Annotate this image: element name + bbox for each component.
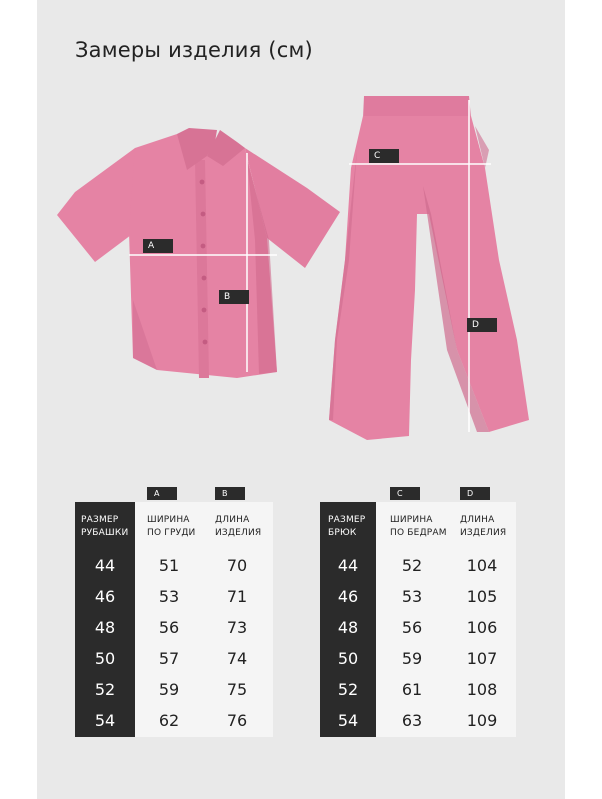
pants-image (329, 96, 529, 440)
header-size: РАЗМЕР БРЮК (328, 515, 366, 538)
shirt-image (57, 128, 340, 378)
size-cell: 50 (94, 649, 116, 668)
garment-illustration (37, 0, 565, 470)
tag-c-hip-width: C (369, 149, 399, 163)
size-cell: 46 (337, 587, 359, 606)
shirt-size-table (75, 487, 273, 737)
header-shirt-length: ДЛИНА ИЗДЕЛИЯ (215, 515, 262, 538)
header-chest-width: ШИРИНА ПО ГРУДИ (147, 515, 196, 538)
col-tag-c: C (390, 487, 420, 500)
chest-cell: 53 (158, 587, 180, 606)
size-cell: 52 (94, 680, 116, 699)
length-cell: 105 (466, 587, 498, 606)
length-cell: 104 (466, 556, 498, 575)
size-chart-panel (37, 0, 565, 799)
hip-cell: 52 (401, 556, 423, 575)
length-cell: 108 (466, 680, 498, 699)
hip-cell: 61 (401, 680, 423, 699)
size-cell: 48 (94, 618, 116, 637)
page-title: Замеры изделия (см) (75, 38, 313, 62)
col-tag-d: D (460, 487, 490, 500)
tag-b-shirt-length: B (219, 290, 249, 304)
length-cell: 74 (226, 649, 248, 668)
hip-cell: 53 (401, 587, 423, 606)
size-cell: 54 (94, 711, 116, 730)
chest-cell: 59 (158, 680, 180, 699)
size-cell: 44 (337, 556, 359, 575)
tag-d-pants-length: D (467, 318, 497, 332)
chest-cell: 56 (158, 618, 180, 637)
size-cell: 52 (337, 680, 359, 699)
col-tag-a: A (147, 487, 177, 500)
chest-cell: 51 (158, 556, 180, 575)
header-size: РАЗМЕР РУБАШКИ (81, 515, 129, 538)
size-cell: 44 (94, 556, 116, 575)
pants-size-table (320, 487, 520, 737)
chest-cell: 57 (158, 649, 180, 668)
length-cell: 109 (466, 711, 498, 730)
length-cell: 107 (466, 649, 498, 668)
length-cell: 106 (466, 618, 498, 637)
size-cell: 50 (337, 649, 359, 668)
size-cell: 54 (337, 711, 359, 730)
length-cell: 76 (226, 711, 248, 730)
length-cell: 73 (226, 618, 248, 637)
length-cell: 71 (226, 587, 248, 606)
tag-a-chest-width: A (143, 239, 173, 253)
size-cell: 46 (94, 587, 116, 606)
size-cell: 48 (337, 618, 359, 637)
chest-cell: 62 (158, 711, 180, 730)
col-tag-b: B (215, 487, 245, 500)
hip-cell: 56 (401, 618, 423, 637)
header-pants-length: ДЛИНА ИЗДЕЛИЯ (460, 515, 507, 538)
hip-cell: 63 (401, 711, 423, 730)
length-cell: 75 (226, 680, 248, 699)
hip-cell: 59 (401, 649, 423, 668)
header-hip-width: ШИРИНА ПО БЕДРАМ (390, 515, 447, 538)
length-cell: 70 (226, 556, 248, 575)
